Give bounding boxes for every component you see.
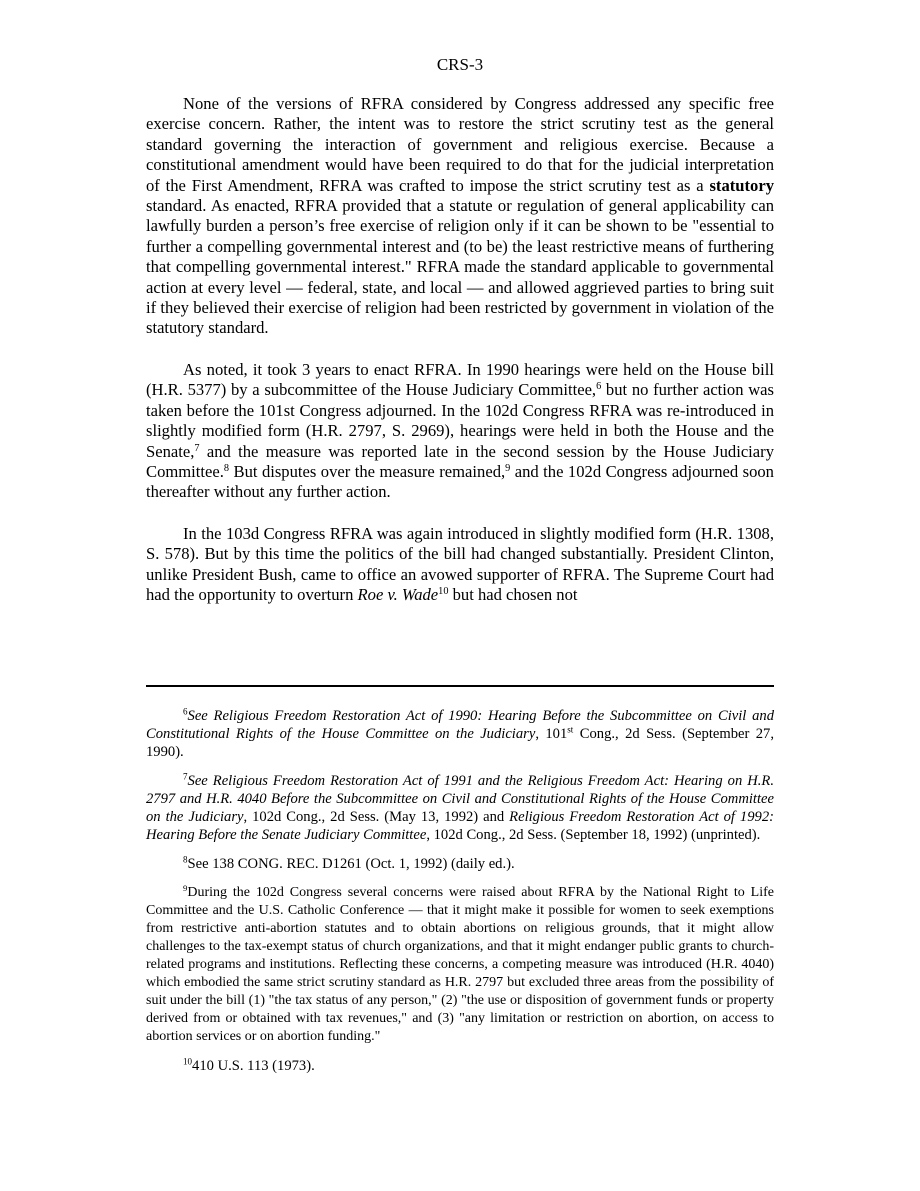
paragraph-2-text-a: As noted, it took 3 years to enact RFRA. In 1990 hearings were held on the House bill (H.R. 5377) by a subcommittee of the House Judiciary Committee,: [146, 359, 774, 400]
footnote-7-number: 7: [183, 771, 188, 782]
paragraph-1-text-a: None of the versions of RFRA considered by Congress addressed any specific free exercise concern. Rather, the intent was to restore the strict scrutiny test as the general standard governing the interaction of government and religious exercise. Because a constitutional amendment would have been required to do that for the judicial interpretation of the First Amendment, RFRA was crafted to impose the strict scrutiny test as a: [146, 94, 774, 195]
footnote-7-text-a: , 102d Cong., 2d Sess. (May 13, 1992) and: [243, 809, 510, 825]
footnote-9-text: During the 102d Congress several concerns were raised about RFRA by the National Right to Life Committee and the U.S. Catholic Conference — that it might make it possible for women to seek exemptions from restrictive anti-abortion statutes and to obtain abortions on religious grounds, that it might allow challenges to the tax-exempt status of church organizations, and that it might endanger public grants to church-related programs and institutions. Reflecting these concerns, a competing measure was introduced (H.R. 4040) which embodied the same strict scrutiny standard as H.R. 2797 but excluded three areas from the possibility of suit under the bill (1) "the tax status of any person," (2) "the use or disposition of government funds or property derived from or obtained with tax revenues," and (3) "any limitation or restriction on abortion, on access to abortion services or on abortion funding.": [146, 885, 774, 1044]
paragraph-2: [146, 360, 774, 503]
footnote-divider: [146, 685, 774, 687]
paragraph-1-bold: statutory: [709, 175, 774, 195]
footnote-6-ordinal: st: [567, 724, 574, 735]
footnote-ref-8[interactable]: 8: [223, 462, 230, 474]
footnote-ref-10[interactable]: 10: [438, 585, 449, 597]
paragraph-1: [146, 94, 774, 339]
paragraph-2-text-d: But disputes over the measure remained,: [229, 461, 506, 481]
footnote-9: [146, 884, 774, 1046]
paragraph-2-text-c: and the measure was reported late in the second session by the House Judiciary Committee.: [146, 441, 774, 481]
footnote-ref-9[interactable]: 9: [505, 462, 511, 474]
footnote-10: [146, 1057, 774, 1075]
footnote-10-number: 10: [183, 1056, 193, 1067]
footnote-ref-7[interactable]: 7: [194, 442, 200, 454]
paragraph-2-text-b: but no further action was taken before the 101st Congress adjourned. In the 102d Congress RFRA was re-introduced in slightly modified form (H.R. 2797, S. 2969), hearings were held in both the House and the Senate,: [146, 380, 774, 461]
footnote-7: [146, 772, 774, 844]
footnote-6-italic: See Religious Freedom Restoration Act of 1990: Hearing Before the Subcommittee on Civil and Constitutional Rights of the House Committee on the Judiciary: [146, 708, 774, 742]
paragraph-3-italic: Roe v. Wade: [357, 584, 439, 604]
paragraph-3: [146, 524, 774, 606]
footnote-ref-6[interactable]: 6: [596, 381, 602, 393]
footnote-9-number: 9: [183, 882, 188, 893]
footnote-7-italic-a: See Religious Freedom Restoration Act of 1991 and the Religious Freedom Act: Hearing on H.R. 2797 and H.R. 4040 Before the Subcommittee on Civil and Constitutional Rights of the House Committee on the Judiciary: [146, 773, 774, 825]
page-header: [0, 55, 920, 75]
footnote-8-text: See 138 CONG. REC. D1261 (Oct. 1, 1992) (daily ed.).: [187, 856, 515, 872]
paragraph-1-text-b: standard. As enacted, RFRA provided that a statute or regulation of general applicability can lawfully burden a person’s free exercise of religion only if it can be shown to be "essential to further a compelling governmental interest and (to be) the least restrictive means of furthering that compelling governmental interest." RFRA made the standard applicable to governmental action at every level — federal, state, and local — and allowed aggrieved parties to bring suit if they believed their exercise of religion had been restricted by government in violation of the statutory standard.: [146, 196, 774, 338]
paragraph-2-text-e: and the 102d Congress adjourned soon thereafter without any further action.: [146, 461, 774, 502]
footnote-10-text: 410 U.S. 113 (1973).: [192, 1058, 315, 1074]
footnote-6-number: 6: [183, 706, 188, 717]
footnote-8: [146, 855, 774, 873]
footnote-7-italic-b: Religious Freedom Restoration Act of 1992: Hearing Before the Senate Judiciary Committee: [146, 809, 774, 843]
page-label: CRS-3: [436, 55, 484, 74]
footnote-8-number: 8: [183, 854, 188, 865]
footnote-6: [146, 707, 774, 761]
footnotes: [146, 707, 774, 1086]
paragraph-3-text-b: but had chosen not: [448, 584, 578, 604]
footnote-7-text-b: , 102d Cong., 2d Sess. (September 18, 1992) (unprinted).: [426, 827, 761, 843]
paragraph-3-text-a: In the 103d Congress RFRA was again introduced in slightly modified form (H.R. 1308, S. 578). But by this time the politics of the bill had changed substantially. President Clinton, unlike President Bush, came to office an avowed supporter of RFRA. The Supreme Court had had the opportunity to overturn: [146, 523, 774, 604]
footnote-6-text-b: Cong., 2d Sess. (September 27, 1990).: [146, 726, 774, 760]
footnote-6-text-a: , 101: [535, 726, 568, 742]
body-text: [146, 94, 774, 626]
